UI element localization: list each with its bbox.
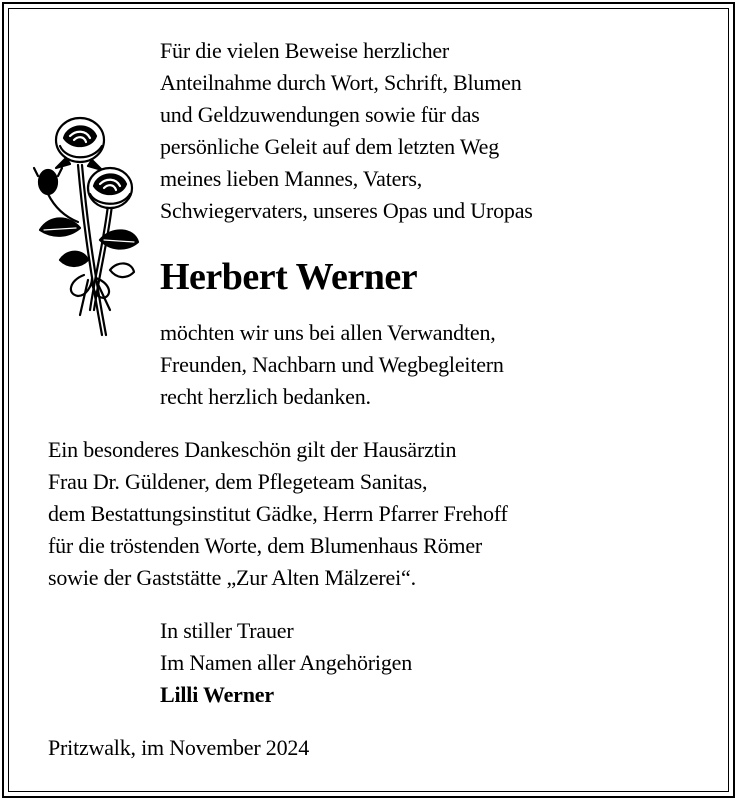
thanks-line-1: möchten wir uns bei allen Verwandten, [160, 320, 496, 345]
intro-line-3: und Geldzuwendungen sowie für das [160, 102, 480, 127]
intro-line-5: meines lieben Mannes, Vaters, [160, 166, 423, 191]
intro-line-1: Für die vielen Beweise herzlicher [160, 38, 450, 63]
rose-icon [30, 110, 140, 340]
special-thanks-line-1: Ein besonderes Dankeschön gilt der Hausärztin [48, 437, 457, 462]
thanks-line-2: Freunden, Nachbarn und Wegbegleitern [160, 352, 504, 377]
deceased-name: Herbert Werner [160, 256, 418, 298]
special-thanks-line-3: dem Bestattungsinstitut Gädke, Herrn Pfarrer Frehoff [48, 501, 508, 526]
signature-line-1: In stiller Trauer [160, 618, 294, 643]
intro-line-2: Anteilnahme durch Wort, Schrift, Blumen [160, 70, 522, 95]
thanks-line-3: recht herzlich bedanken. [160, 384, 371, 409]
special-thanks-line-5: sowie der Gaststätte „Zur Alten Mälzerei“. [48, 565, 416, 590]
intro-line-6: Schwiegervaters, unseres Opas und Uropas [160, 198, 533, 223]
special-thanks-line-4: für die tröstenden Worte, dem Blumenhaus Römer [48, 533, 483, 558]
signature-name: Lilli Werner [160, 682, 274, 707]
signature-line-2: Im Namen aller Angehörigen [160, 650, 412, 675]
special-thanks-line-2: Frau Dr. Güldener, dem Pflegeteam Sanitas, [48, 469, 428, 494]
intro-line-4: persönliche Geleit auf dem letzten Weg [160, 134, 500, 159]
place-date: Pritzwalk, im November 2024 [48, 735, 309, 760]
